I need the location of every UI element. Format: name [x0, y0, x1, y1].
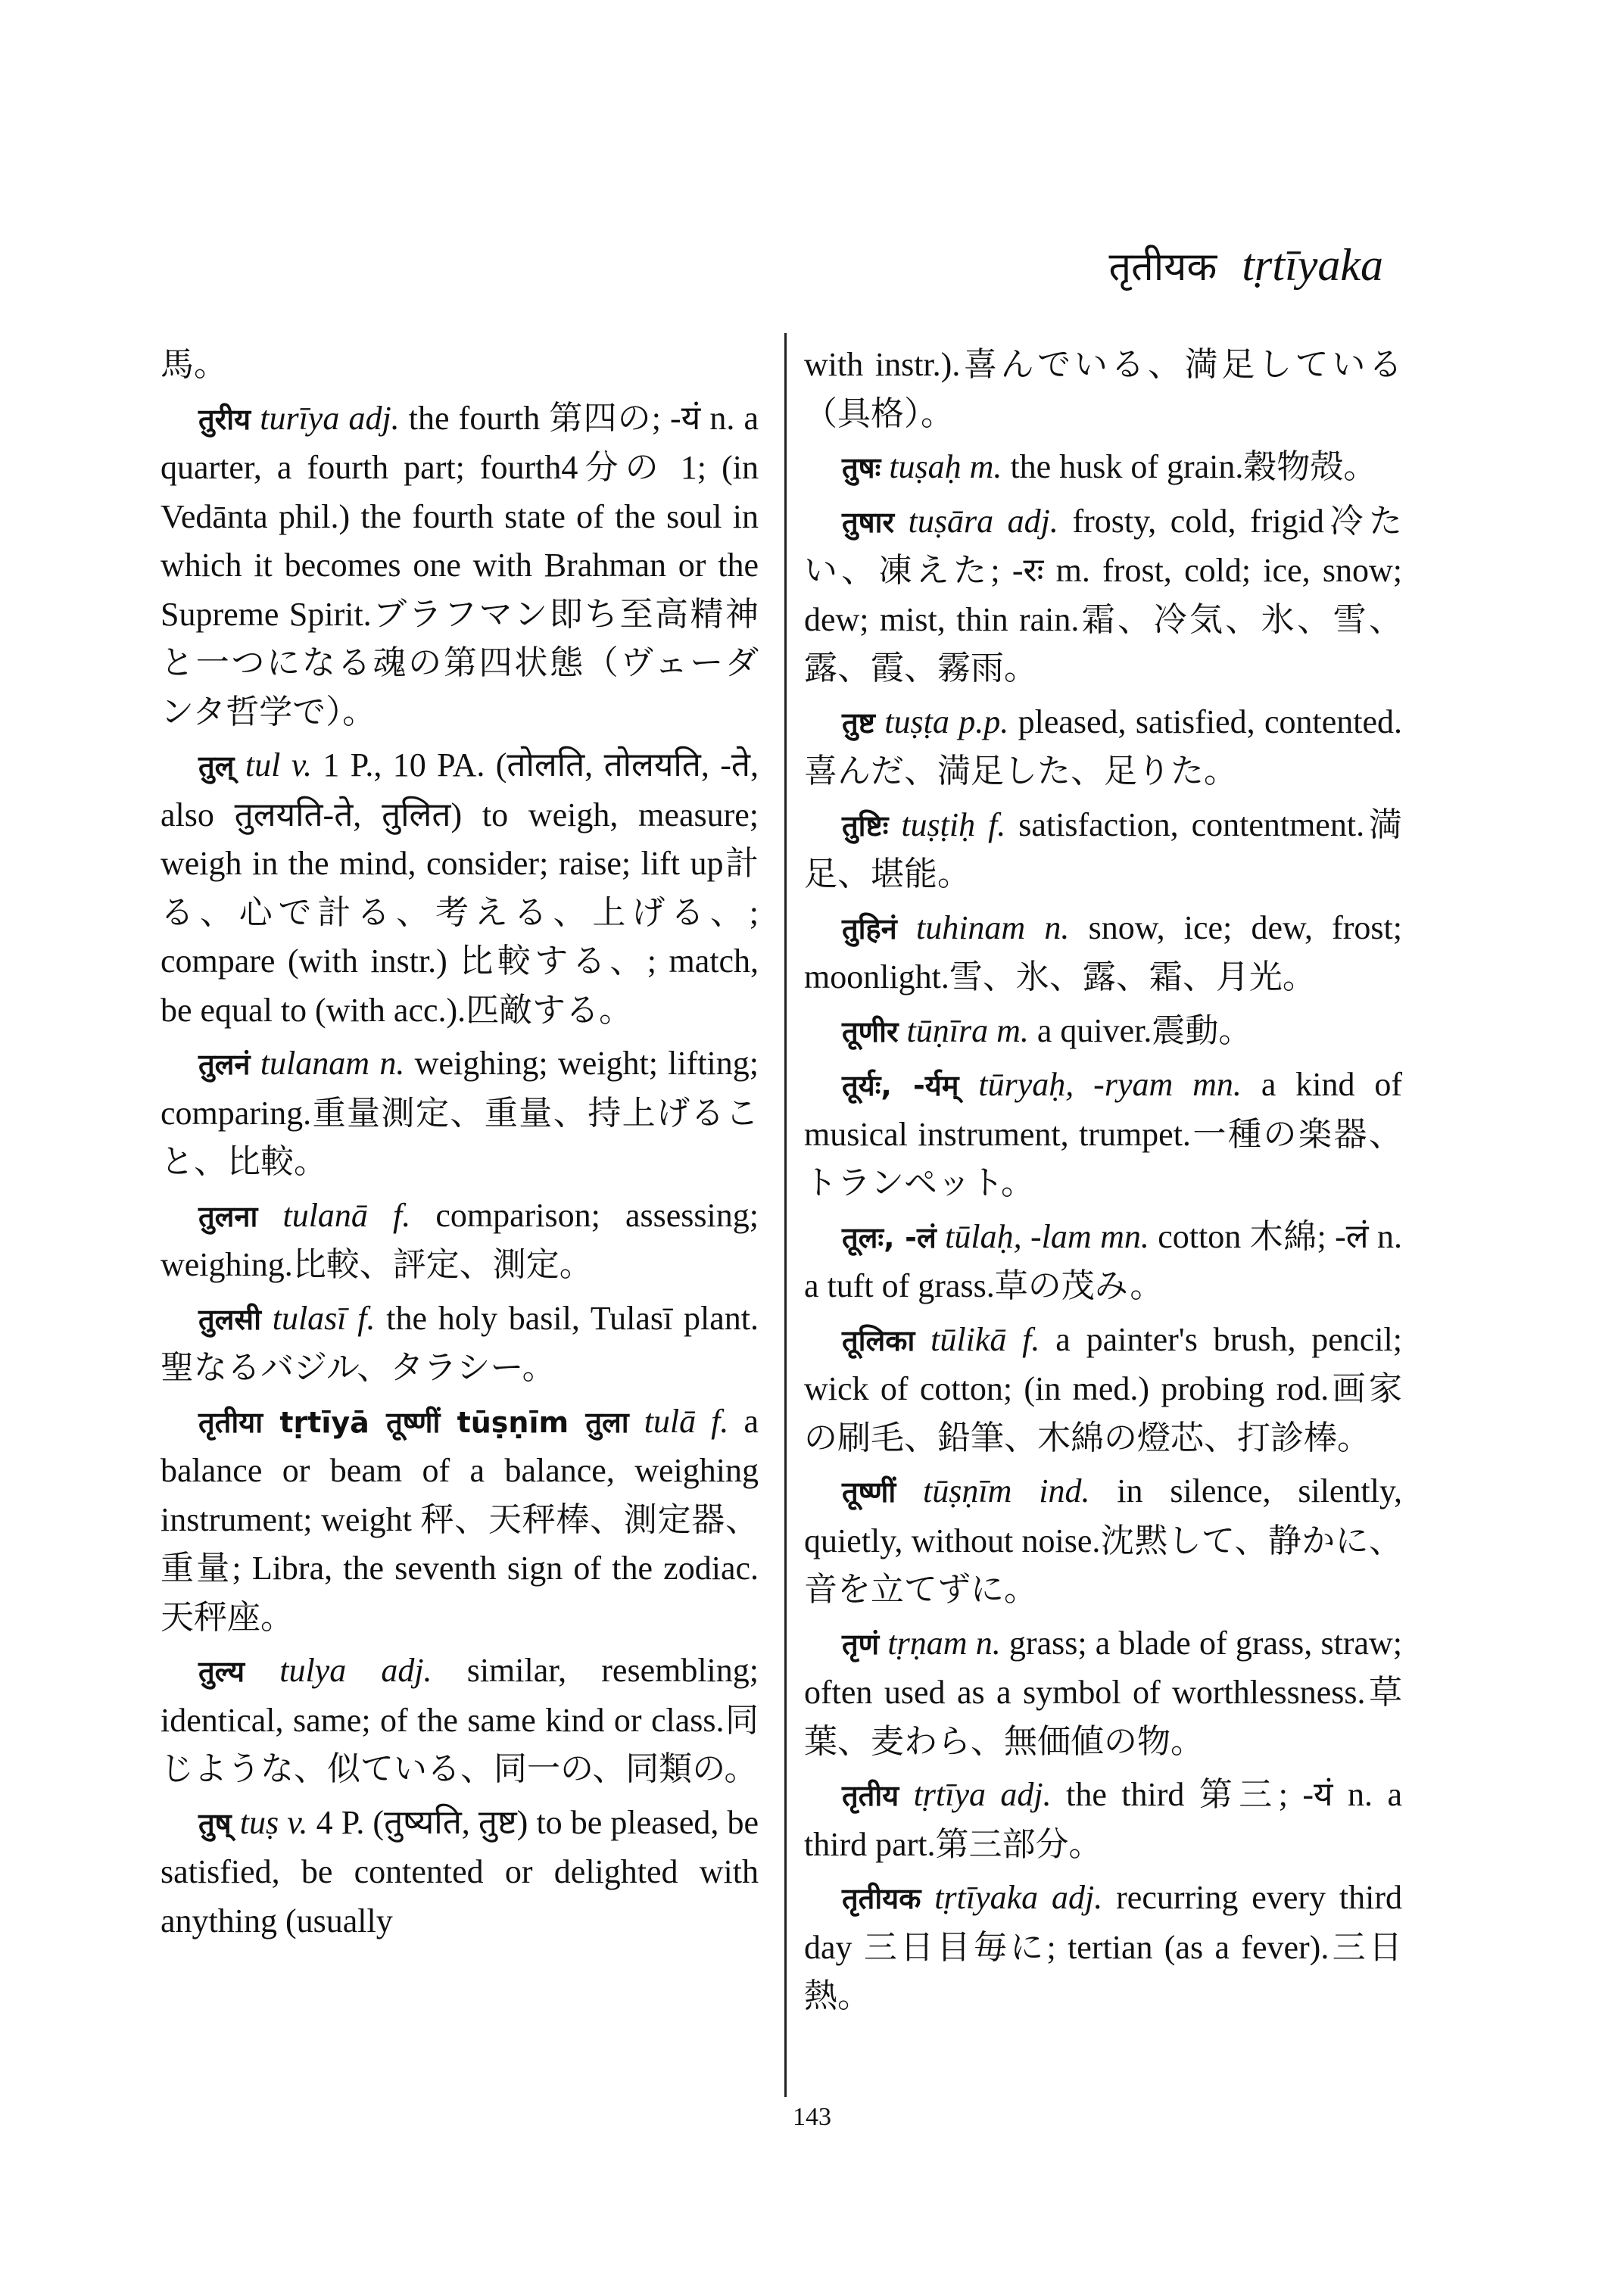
entry-tul: [161, 741, 759, 1035]
entry-transliteration: tul v.: [245, 746, 312, 784]
entry-tuhinam: [804, 904, 1402, 1002]
running-header: [1109, 242, 1383, 288]
left-column: [161, 341, 759, 1950]
entry-headword: तुष्: [198, 1806, 232, 1840]
entry-headword: तुल्: [198, 749, 235, 783]
entry-tulika: [804, 1316, 1402, 1463]
entry-transliteration: tūlikā f.: [930, 1320, 1040, 1358]
entry-definition: a quiver.震動。: [1036, 1011, 1252, 1049]
entry-tusah: [804, 443, 1402, 493]
entry-definition: recurring every third day 三日目毎に; tertian (as a fever).三日熱。: [804, 1879, 1402, 2014]
entry-tunira: [804, 1007, 1402, 1057]
entry-headword: तूलिका: [842, 1323, 915, 1357]
entry-tustih: [804, 801, 1402, 899]
entry-tusara: [804, 497, 1402, 693]
entry-definition: a painter's brush, pencil; wick of cotton; (in med.) probing rod.画家の刷毛、鉛筆、木綿の燈芯、打診棒。: [804, 1320, 1403, 1456]
entry-definition: 4 P. (तुष्यति, तुष्ट) to be pleased, be satisfied, be contented or delighted with anything (usually: [161, 1803, 759, 1939]
entry-transliteration: tūṣṇīm ind.: [923, 1472, 1090, 1509]
entry-definition: a kind of musical instrument, trumpet.一種の楽器、トランペット。: [804, 1066, 1403, 1201]
entry-headword: तूणीर: [842, 1014, 899, 1048]
entry-transliteration: tūryaḥ, -ryam mn.: [978, 1066, 1242, 1103]
entry-trtiyaka: [804, 1874, 1402, 2021]
entry-transliteration: tṛtīyaka adj.: [934, 1879, 1103, 1916]
entry-transliteration: tuhinam n.: [915, 908, 1070, 946]
entry-definition: cotton 木綿; -लं n. a tuft of grass.草の茂み。: [804, 1217, 1403, 1304]
entry-definition: weighing; weight; lifting; comparing.重量測定、重量、持上げること、比較。: [161, 1045, 759, 1180]
right-column: [804, 341, 1402, 2026]
entry-definition: with instr.).喜んでいる、満足している（具格）。: [804, 346, 1402, 432]
entry-definition: the fourth 第四の; -यं n. a quarter, a fourth part; fourth4分の 1; (in Vedānta phil.) the fourth state of the soul in which it becomes one with Brahman or the Supreme Spirit.ブラフマン即ち至高精神と一つになる魂の第四状態（ヴェーダンタ哲学で）。: [161, 399, 759, 731]
entry-trnam: [804, 1619, 1402, 1767]
entry-headword: तुरीय: [198, 402, 251, 436]
entry-headword: तुल्य: [198, 1655, 245, 1688]
entry-transliteration: tūlaḥ, -lam mn.: [945, 1217, 1149, 1255]
entry-definition: pleased, satisfied, contented.喜んだ、満足した、足りた。: [804, 703, 1402, 790]
entry-tusnim: [804, 1467, 1402, 1615]
entry-definition: the husk of grain.穀物殻。: [1010, 448, 1377, 485]
entry-tulasi: [161, 1294, 759, 1393]
entry-headword: तुष्ट: [842, 706, 875, 740]
entry-tulah: [804, 1213, 1402, 1311]
entry-definition: the third 第三; -यं n. a third part.第三部分。: [804, 1776, 1402, 1863]
entry-transliteration: tulā f.: [644, 1402, 729, 1440]
entry-definition: grass; a blade of grass, straw; often used as a symbol of worthlessness.草葉、麦わら、無価値の物。: [804, 1624, 1403, 1760]
continuation-text: [161, 341, 759, 390]
entry-tulya: [161, 1647, 759, 1794]
header-devanagari: तृतीयक: [1108, 245, 1217, 290]
entry-headword: तृतीय: [842, 1779, 899, 1812]
entry-definition: a balance or beam of a balance, weighing instrument; weight 秤、天秤棒、測定器、重量; Libra, the seventh sign of the zodiac.天秤座。: [161, 1402, 759, 1636]
entry-headword: तुलसी: [198, 1302, 261, 1336]
entry-definition: 1 P., 10 PA. (तोलति, तोलयति, -ते, also तुलयति-ते, तुलित) to weigh, measure; weigh in the mind, consider; raise; lift up計る、心で計る、考える、上げる、; compare (with instr.) 比較する、; match, be equal to (with acc.).匹敵する。: [161, 746, 759, 1029]
entry-transliteration: tulanam n.: [260, 1045, 405, 1082]
entry-headword: तूर्यः, -र्यम्: [842, 1069, 959, 1102]
entry-transliteration: tuṣ v.: [239, 1803, 308, 1841]
entry-headword: तुहिनं: [842, 911, 897, 946]
entry-headword: तुष्टिः: [842, 808, 889, 843]
entry-transliteration: tuṣṭiḥ f.: [901, 805, 1006, 843]
entry-transliteration: tuṣṭa p.p.: [884, 703, 1009, 740]
entry-definition: 馬。: [161, 346, 227, 383]
entry-definition: snow, ice; dew, frost; moonlight.雪、氷、露、霜、月光。: [804, 908, 1403, 995]
entry-headword: तृतीया tṛtīyā तूष्णीं tūṣṇīm तुला: [198, 1405, 629, 1439]
entry-tula: [161, 1397, 759, 1643]
entry-transliteration: tuṣāra adj.: [908, 502, 1058, 540]
entry-transliteration: tūṇīra m.: [906, 1011, 1029, 1049]
entry-headword: तुषः: [842, 451, 881, 484]
entry-headword: तृतीयक: [842, 1882, 921, 1915]
entry-transliteration: tuṣaḥ m.: [889, 448, 1002, 485]
entry-definition: in silence, silently, quietly, without noise.沈黙して、静かに、音を立てずに。: [804, 1472, 1403, 1608]
entry-definition: the holy basil, Tulasī plant.聖なるバジル、タラシー。: [161, 1299, 759, 1386]
entry-transliteration: tulanā f.: [282, 1196, 411, 1234]
entry-tulanam: [161, 1039, 759, 1187]
entry-transliteration: tṛtīya adj.: [913, 1776, 1052, 1813]
entry-headword: तुलना: [198, 1199, 258, 1233]
entry-tulana: [161, 1192, 759, 1290]
entry-headword: तूलः, -लं: [842, 1220, 937, 1254]
entry-headword: तूष्णीं: [842, 1475, 896, 1509]
continuation-text: [804, 341, 1402, 438]
entry-transliteration: tulasī f.: [272, 1299, 376, 1337]
header-transliteration: tṛtīyaka: [1242, 240, 1383, 290]
entry-transliteration: turīya adj.: [260, 399, 400, 437]
entry-tus: [161, 1799, 759, 1946]
entry-definition: comparison; assessing; weighing.比較、評定、測定。: [161, 1196, 759, 1283]
entry-definition: similar, resembling; identical, same; of the same kind or class.同じような、似ている、同一の、同類の。: [161, 1652, 759, 1787]
entry-transliteration: tulya adj.: [279, 1652, 432, 1689]
entry-transliteration: tṛṇam n.: [887, 1624, 1001, 1662]
entry-definition: satisfaction, contentment.満足、堪能。: [804, 805, 1403, 893]
entry-headword: तृणं: [842, 1627, 880, 1661]
entry-tusta: [804, 698, 1402, 796]
entry-definition: frosty, cold, frigid冷たい、凍えた; -रः m. frost, cold; ice, snow; dew; mist, thin rain.霜、冷気、氷、雪、露、霞、霧雨。: [804, 502, 1403, 687]
entry-turiya: [161, 394, 759, 737]
page-number: 143: [793, 2103, 831, 2131]
entry-trtiya: [804, 1771, 1402, 1869]
entry-turyah: [804, 1061, 1402, 1208]
column-divider: [784, 333, 787, 2097]
entry-headword: तुषार: [842, 505, 895, 539]
entry-headword: तुलनं: [198, 1048, 251, 1081]
